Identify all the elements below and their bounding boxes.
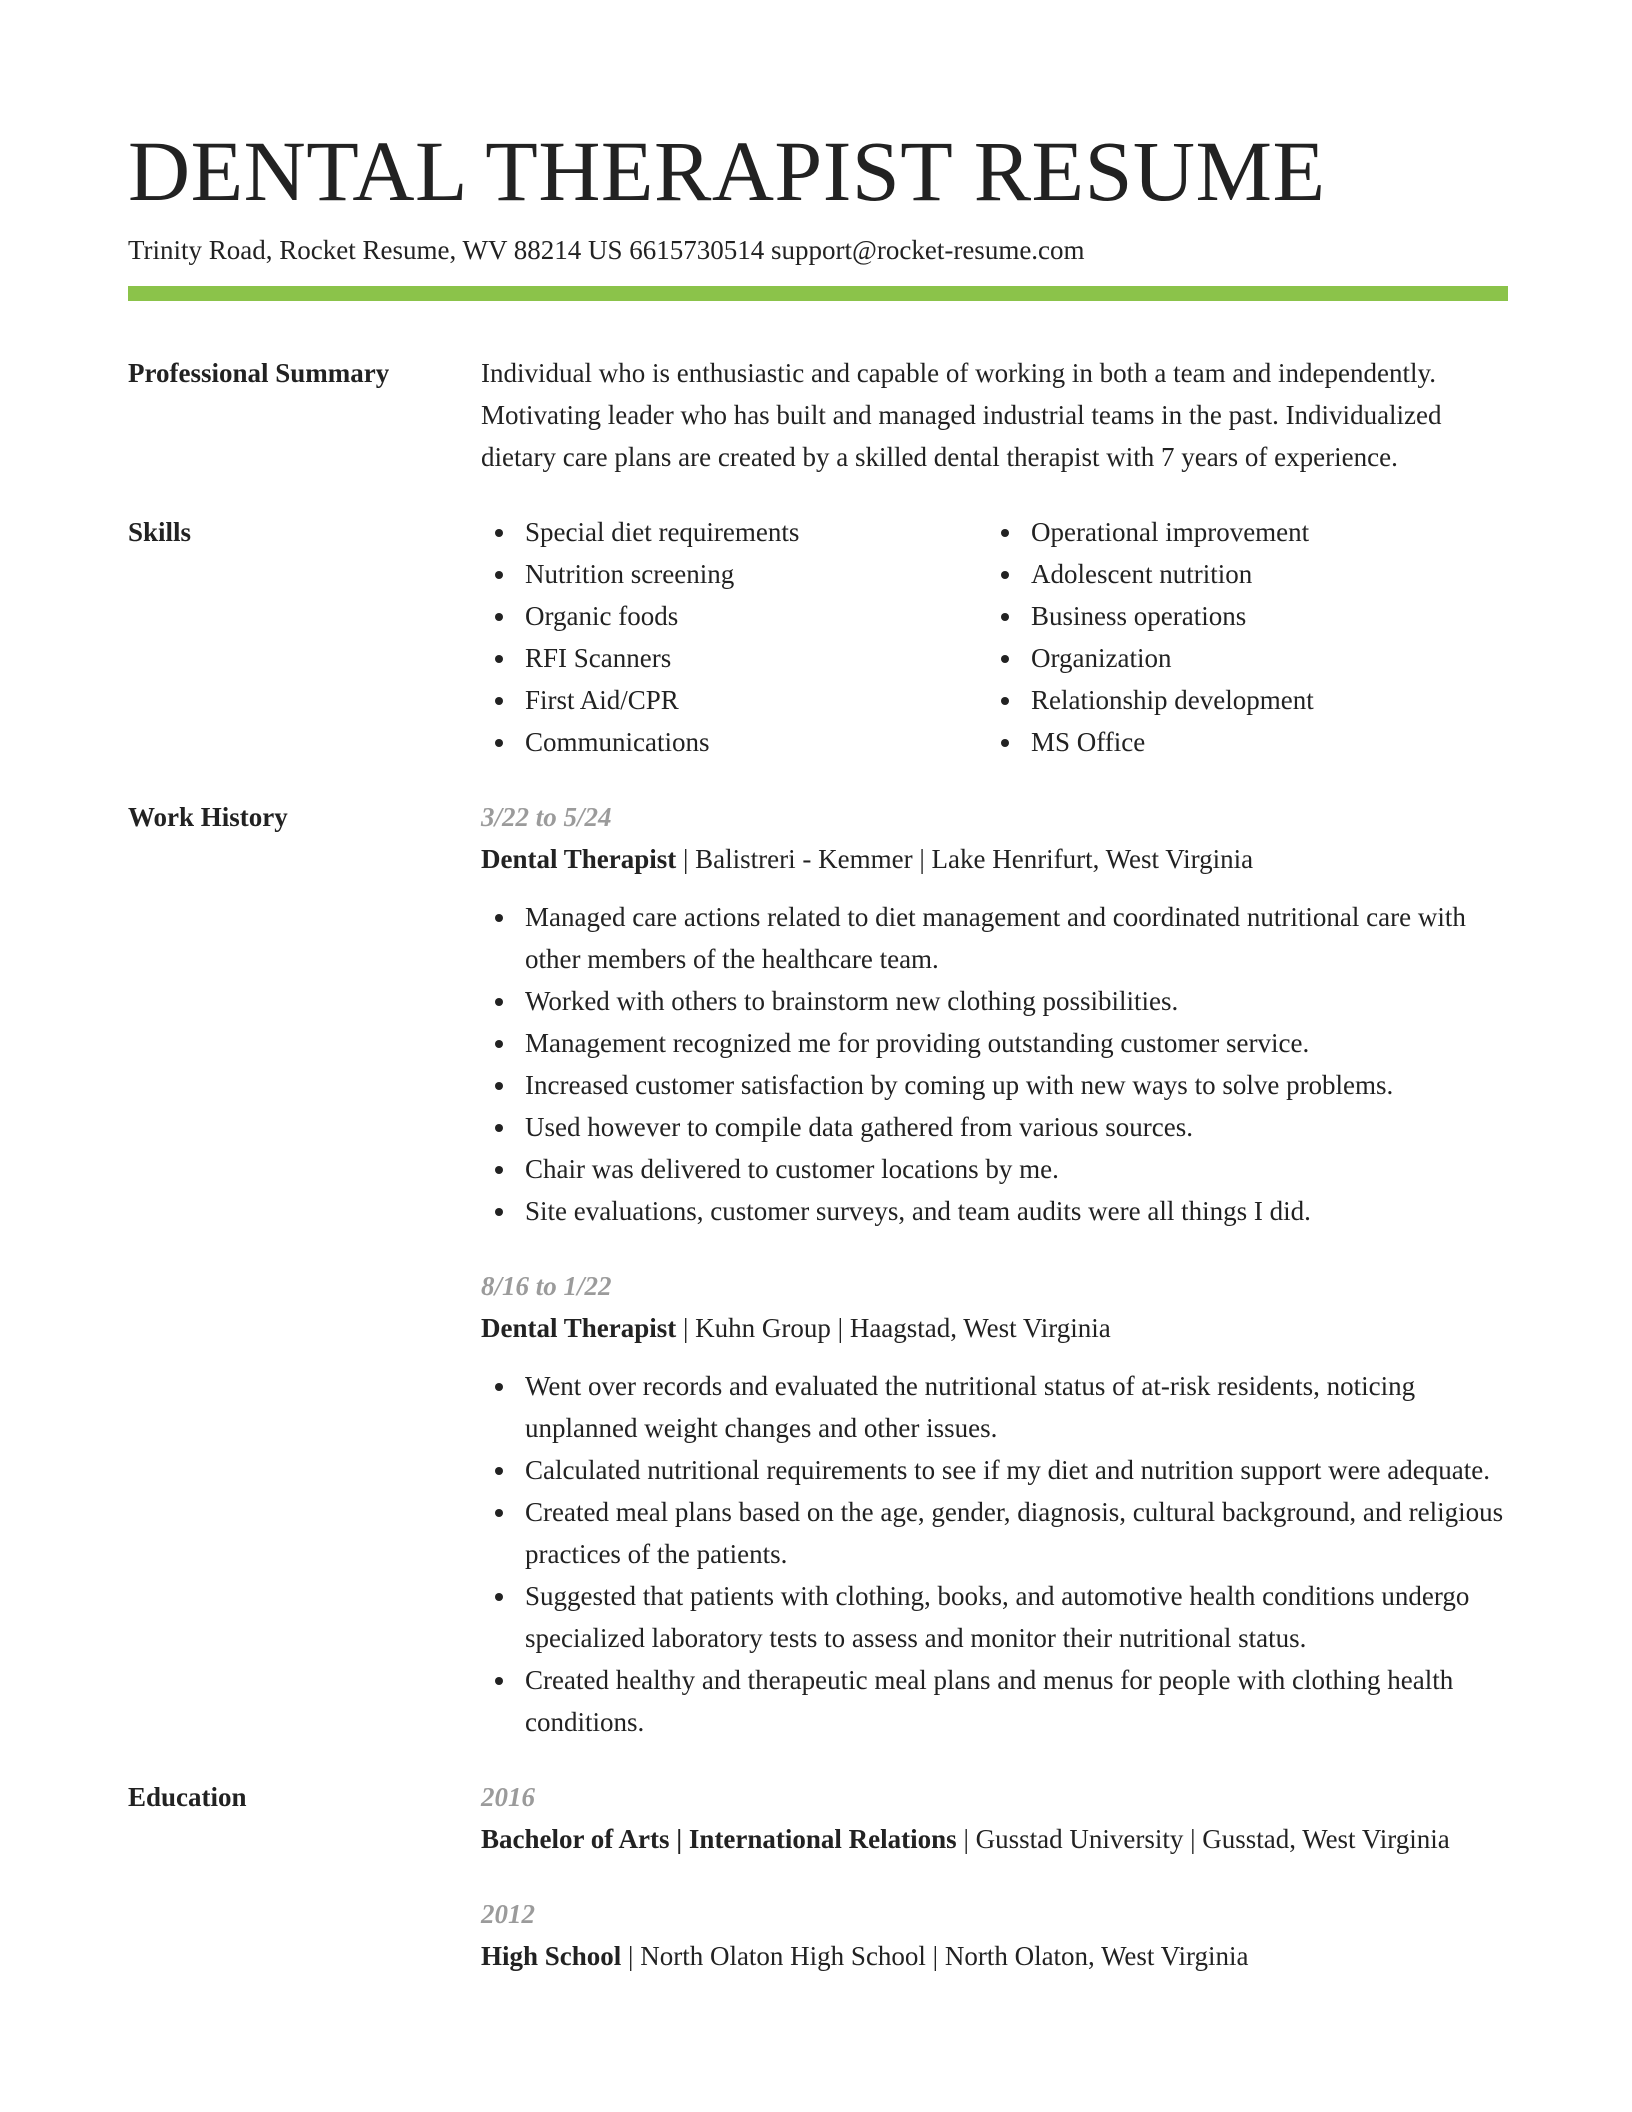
resume-page [128, 118, 1508, 1977]
section-heading: Skills [128, 517, 192, 547]
education-section [128, 1776, 1508, 1977]
job-duty: Used however to compile data gathered from various sources. [481, 1106, 1508, 1148]
skill-item: Operational improvement [987, 511, 1493, 553]
skill-item: Adolescent nutrition [987, 553, 1493, 595]
skills-column-right [987, 511, 1493, 763]
skill-item: Communications [481, 721, 987, 763]
job-dates: 8/16 to 1/22 [481, 1271, 612, 1301]
education-heading [481, 1935, 1508, 1977]
skill-item: Relationship development [987, 679, 1493, 721]
job-dates: 3/22 to 5/24 [481, 802, 612, 832]
skill-item: Special diet requirements [481, 511, 987, 553]
section-heading: Work History [128, 802, 288, 832]
skills-column-left [481, 511, 987, 763]
section-heading: Education [128, 1782, 247, 1812]
education-body [481, 1776, 1508, 1977]
education-heading [481, 1818, 1508, 1860]
job-title: Dental Therapist [481, 1313, 677, 1343]
job-duty: Calculated nutritional requirements to see if my diet and nutrition support were adequate. [481, 1449, 1508, 1491]
education-entry [481, 1893, 1508, 1977]
job-duty: Went over records and evaluated the nutritional status of at-risk residents, noticing unplanned weight changes and other issues. [481, 1365, 1508, 1449]
skill-item: MS Office [987, 721, 1493, 763]
degree-name: Bachelor of Arts | International Relations [481, 1824, 957, 1854]
work-history-section [128, 796, 1508, 1743]
summary-text: Individual who is enthusiastic and capable of working in both a team and independently. Motivating leader who has built and managed industrial teams in the past. Individualized dietary care plans are created by a skilled dental therapist with 7 years of experience. [481, 358, 1442, 472]
job-entry [481, 796, 1508, 1232]
job-duties-list [481, 896, 1508, 1232]
skill-item: First Aid/CPR [481, 679, 987, 721]
job-duty: Managed care actions related to diet management and coordinated nutritional care with other members of the healthcare team. [481, 896, 1508, 980]
job-duty: Suggested that patients with clothing, books, and automotive health conditions undergo specialized laboratory tests to assess and monitor their nutritional status. [481, 1575, 1508, 1659]
job-duty: Management recognized me for providing outstanding customer service. [481, 1022, 1508, 1064]
job-duty: Worked with others to brainstorm new clothing possibilities. [481, 980, 1508, 1022]
job-heading [481, 838, 1508, 880]
resume-title: DENTAL THERAPIST RESUME [128, 123, 1326, 219]
skills-section [128, 511, 1508, 763]
skill-item: RFI Scanners [481, 637, 987, 679]
job-entry [481, 1265, 1508, 1743]
education-year: 2016 [481, 1782, 535, 1812]
skill-item: Business operations [987, 595, 1493, 637]
skill-item: Organic foods [481, 595, 987, 637]
skills-columns [481, 511, 1508, 763]
skill-item: Organization [987, 637, 1493, 679]
contact-line: Trinity Road, Rocket Resume, WV 88214 US 6615730514 support@rocket-resume.com [128, 235, 1085, 265]
job-employer-location: | Kuhn Group | Haagstad, West Virginia [676, 1313, 1111, 1343]
job-duty: Increased customer satisfaction by coming up with new ways to solve problems. [481, 1064, 1508, 1106]
job-duty: Site evaluations, customer surveys, and team audits were all things I did. [481, 1190, 1508, 1232]
education-year: 2012 [481, 1899, 535, 1929]
education-entry [481, 1776, 1508, 1860]
job-duty: Chair was delivered to customer locations by me. [481, 1148, 1508, 1190]
work-history-body [481, 796, 1508, 1743]
section-heading: Professional Summary [128, 358, 390, 388]
professional-summary-section [128, 352, 1508, 478]
job-duty: Created meal plans based on the age, gender, diagnosis, cultural background, and religious practices of the patients. [481, 1491, 1508, 1575]
skills-body [481, 511, 1508, 763]
degree-name: High School [481, 1941, 622, 1971]
job-title: Dental Therapist [481, 844, 677, 874]
job-heading [481, 1307, 1508, 1349]
job-employer-location: | Balistreri - Kemmer | Lake Henrifurt, West Virginia [676, 844, 1254, 874]
school-location: | Gusstad University | Gusstad, West Virginia [956, 1824, 1450, 1854]
job-duties-list [481, 1365, 1508, 1743]
accent-divider [128, 286, 1508, 301]
job-duty: Created healthy and therapeutic meal plans and menus for people with clothing health conditions. [481, 1659, 1508, 1743]
skill-item: Nutrition screening [481, 553, 987, 595]
school-location: | North Olaton High School | North Olaton, West Virginia [621, 1941, 1249, 1971]
